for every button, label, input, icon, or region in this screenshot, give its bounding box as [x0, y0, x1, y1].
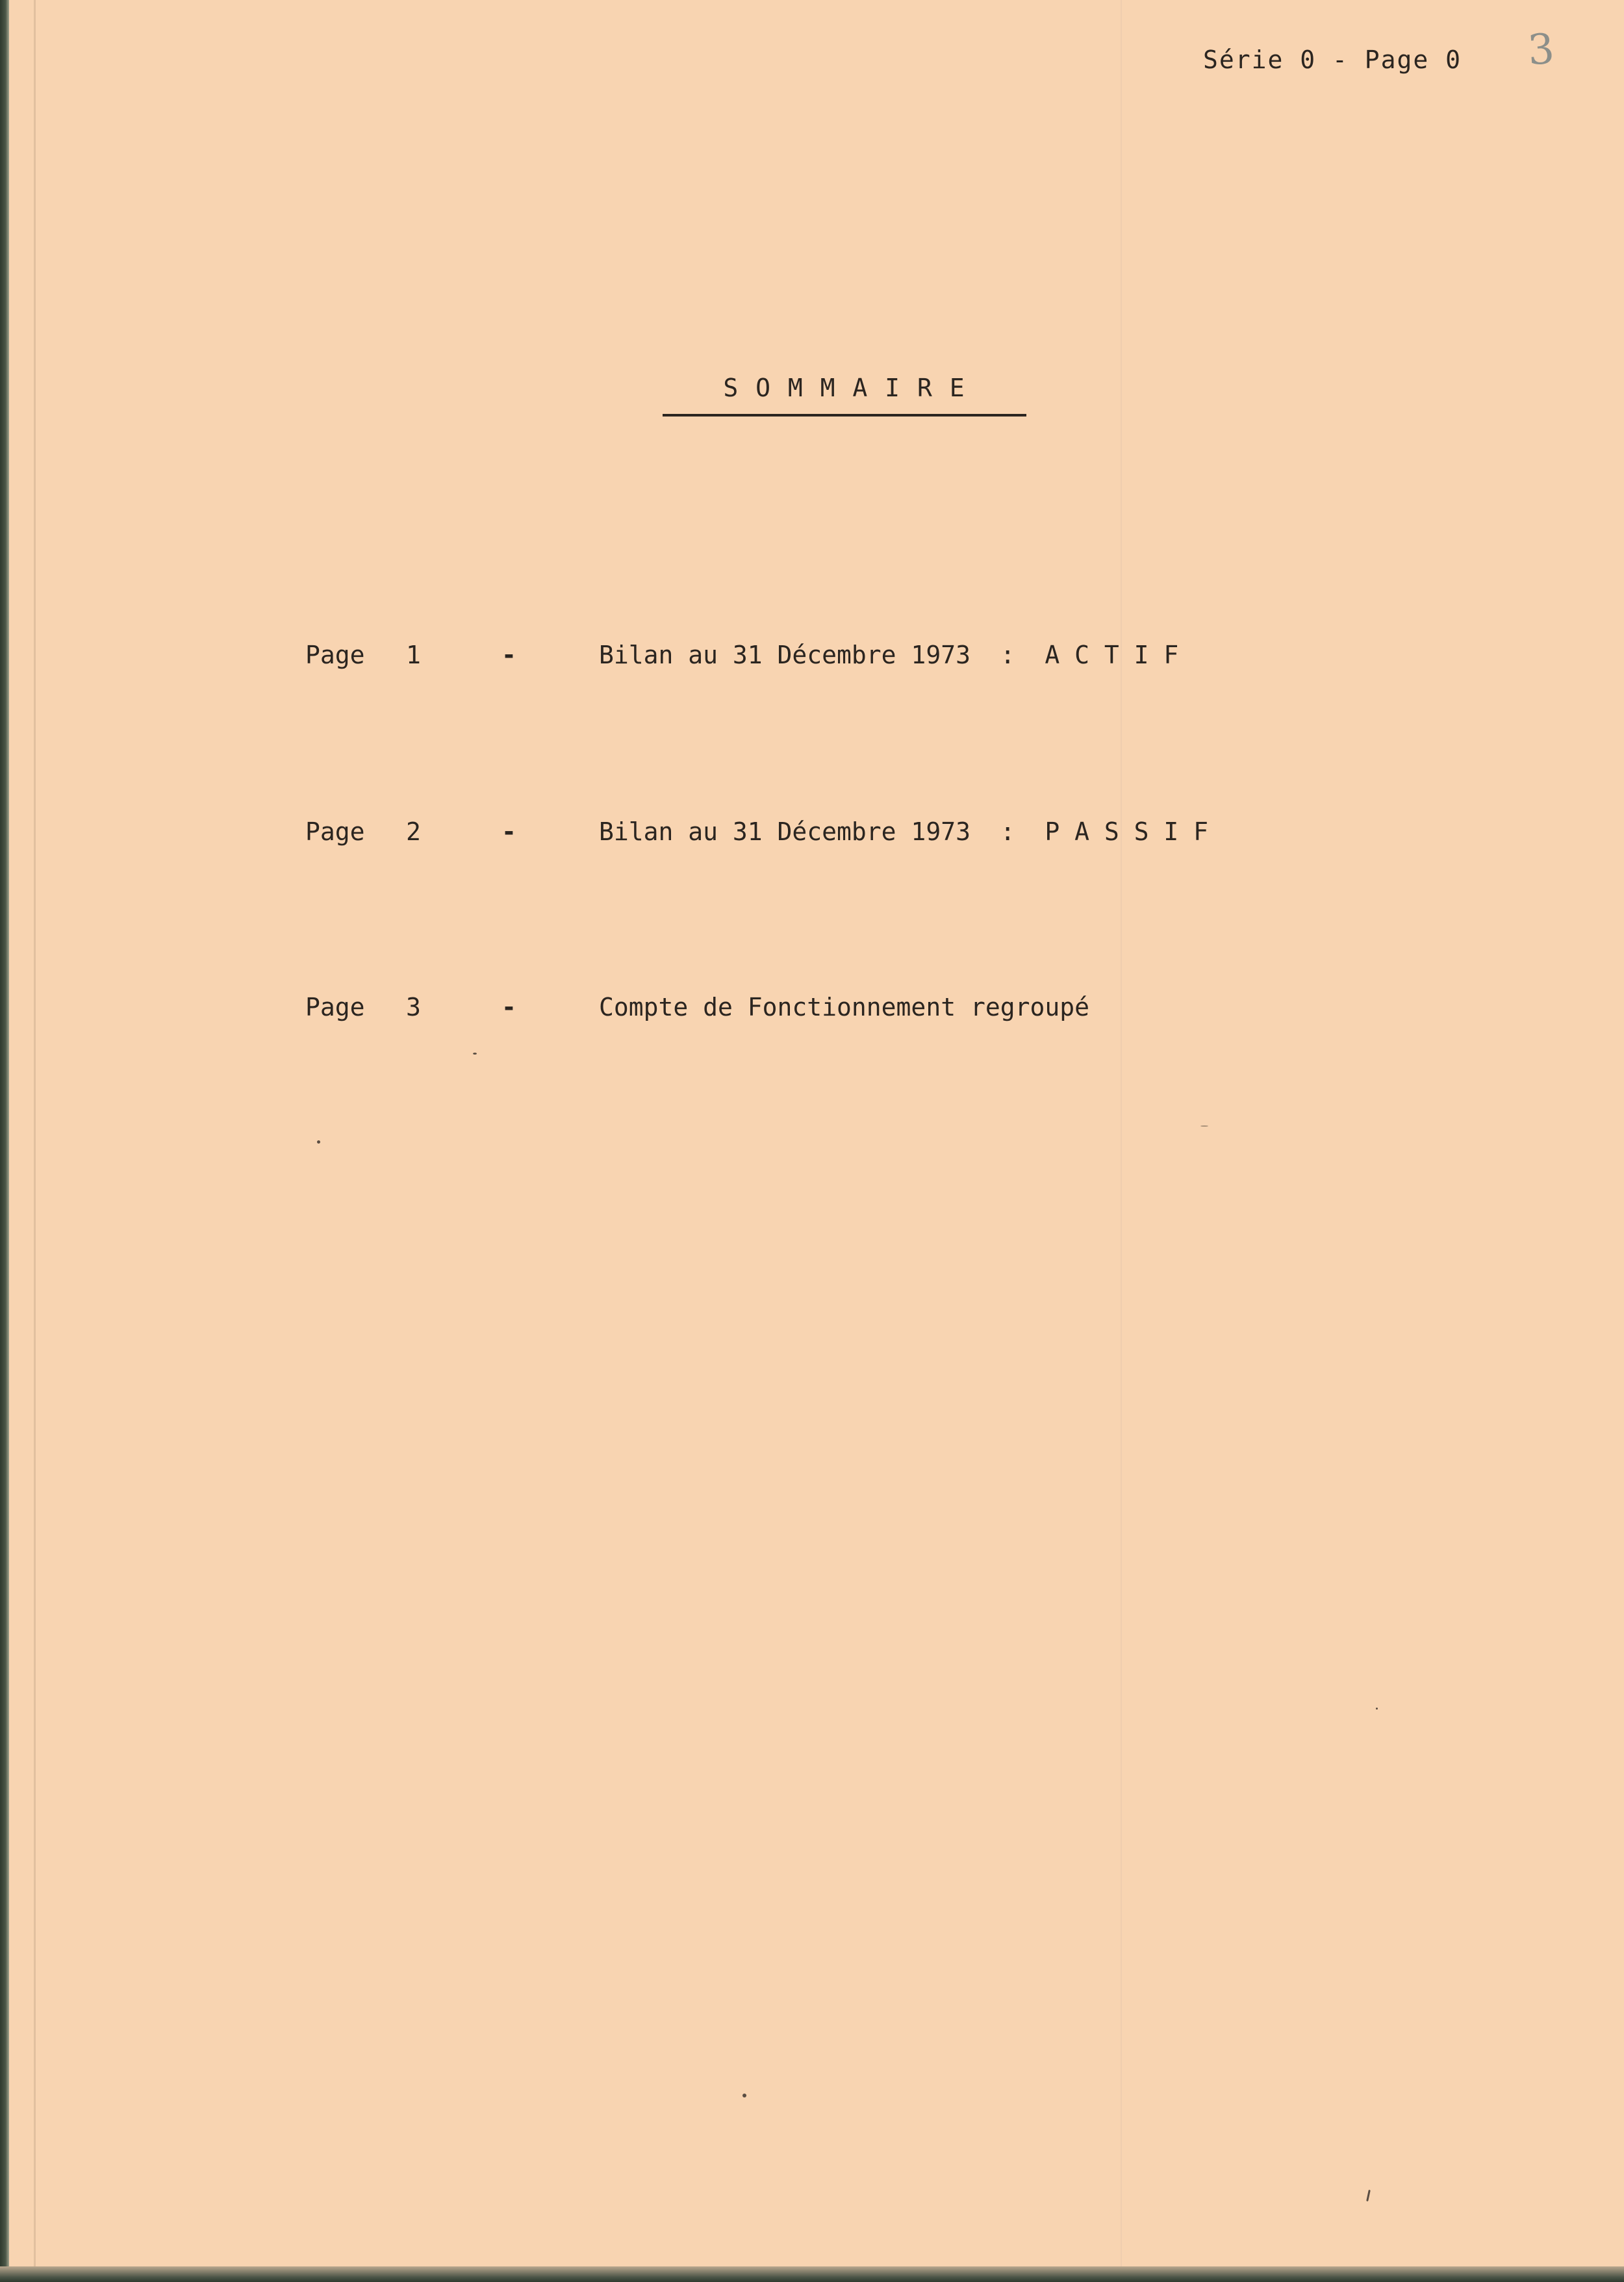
paper-speck — [317, 1140, 320, 1144]
toc-page-number: 3 — [406, 993, 421, 1021]
toc-page-number: 1 — [406, 641, 421, 669]
handwritten-page-number: 3 — [1526, 25, 1556, 75]
paper-speck — [742, 2094, 746, 2097]
toc-page-number: 2 — [406, 817, 421, 846]
toc-entry-title: Bilan au 31 Décembre 1973 : A C T I F — [599, 641, 1179, 669]
paper-speck — [1200, 1125, 1208, 1127]
toc-dash: - — [501, 993, 516, 1021]
scan-edge-bottom — [0, 2266, 1624, 2282]
paper-speck — [1376, 1708, 1378, 1710]
toc-page-label: Page — [305, 993, 365, 1021]
toc-dash: - — [501, 817, 516, 846]
toc-page-label: Page — [305, 817, 365, 846]
toc-entry-title: Compte de Fonctionnement regroupé — [599, 993, 1089, 1021]
toc-dash: - — [501, 641, 516, 669]
page-title: S O M M A I R E — [723, 374, 966, 402]
paper-speck — [473, 1053, 477, 1055]
table-of-contents — [0, 0, 1624, 1105]
series-page-reference: Série 0 - Page 0 — [1203, 45, 1462, 74]
toc-entry-title: Bilan au 31 Décembre 1973 : P A S S I F — [599, 817, 1208, 846]
paper-speck — [1366, 2190, 1371, 2201]
toc-page-label: Page — [305, 641, 365, 669]
